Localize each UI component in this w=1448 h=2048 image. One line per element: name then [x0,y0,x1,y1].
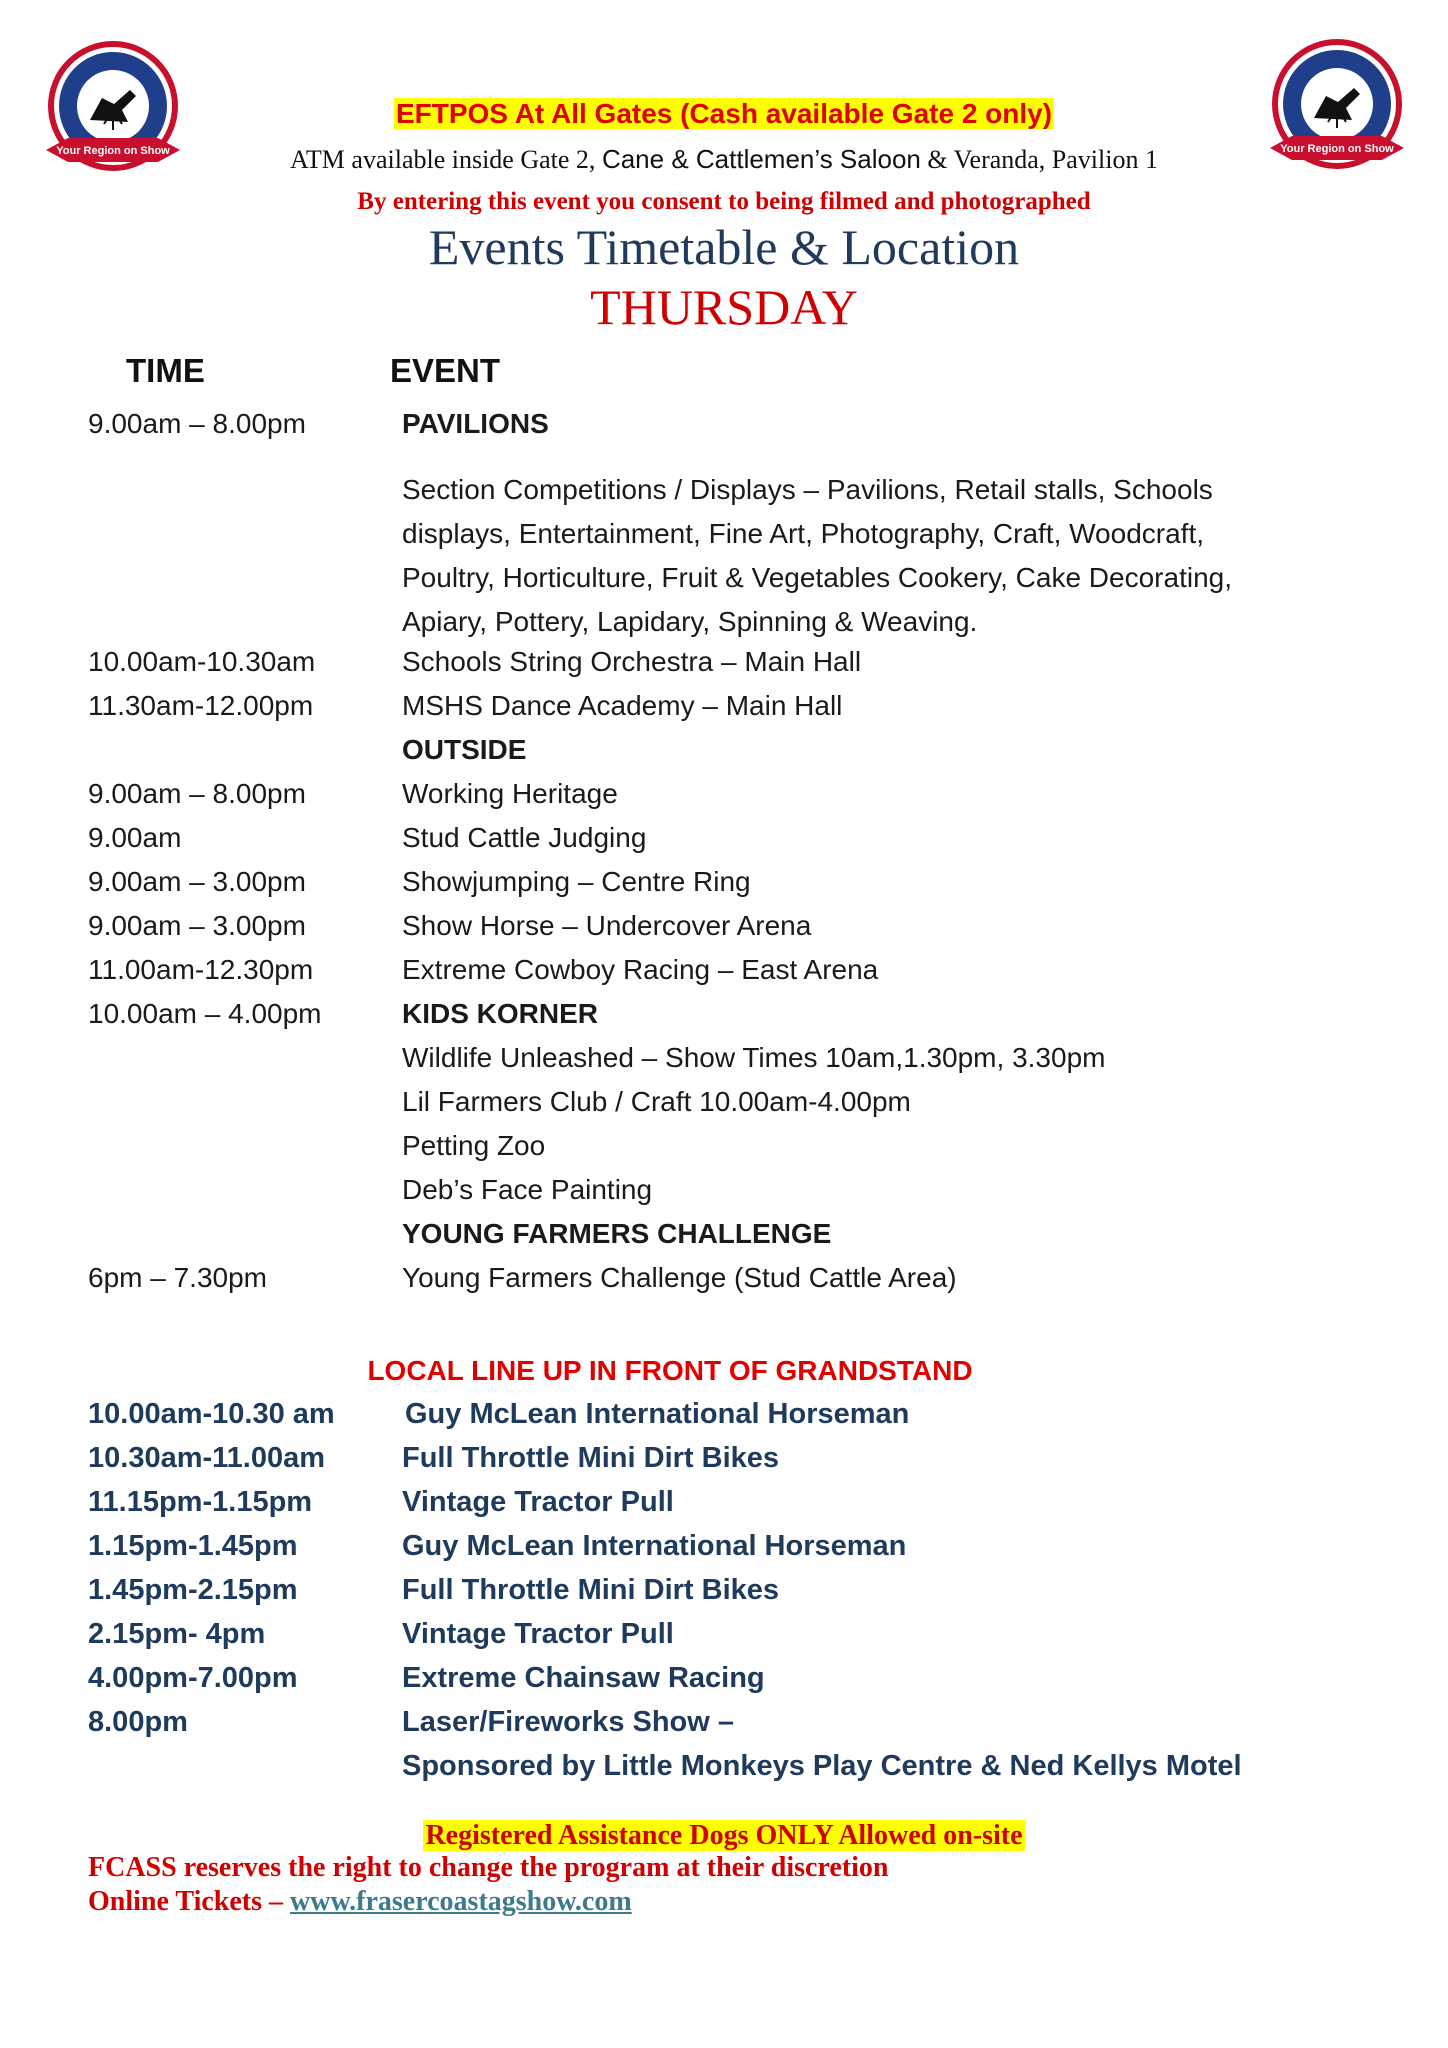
lineup-heading: LOCAL LINE UP IN FRONT OF GRANDSTAND [367,1355,973,1386]
schedule-row [0,1174,1448,1218]
pavilions-description: Section Competitions / Displays – Pavilions, Retail stalls, Schools displays, Entertainment, Fine Art, Photography, Craft, Woodcraft, Poultry, Horticulture, Fruit & Vegetables Cookery, Cake Decorating, Apiary, Pottery, Lapidary, Spinning & Weaving. [402,474,1232,637]
schedule-row [0,778,1448,822]
schedule-event: OUTSIDE [402,734,527,765]
schedule-row [0,690,1448,734]
schedule-row [0,1042,1448,1086]
lineup-time: 1.45pm-2.15pm [88,1574,298,1606]
schedule-event: PAVILIONS [402,408,549,439]
column-header-time: TIME [126,352,205,389]
schedule-row [0,1130,1448,1174]
schedule-row [0,1218,1448,1262]
online-tickets [88,1886,632,1918]
program-change-notice: FCASS reserves the right to change the program at their discretion [88,1852,889,1883]
consent-notice: By entering this event you consent to being filmed and photographed [357,188,1091,215]
day-heading: THURSDAY [590,279,858,335]
assistance-dogs-notice: Registered Assistance Dogs ONLY Allowed on-site [425,1820,1023,1851]
schedule-event: Young Farmers Challenge (Stud Cattle Area) [402,1262,957,1293]
schedule-time: 11.00am-12.30pm [88,954,314,985]
schedule-row [0,1262,1448,1306]
atm-notice: ATM available inside Gate 2, Cane & Cattlemen’s Saloon & Veranda, Pavilion 1 [290,144,1158,174]
logo-ribbon-text: Your Region on Show [56,145,170,157]
schedule-time: 9.00am – 8.00pm [88,778,306,809]
lineup-event: Vintage Tractor Pull [402,1486,674,1518]
schedule-event: MSHS Dance Academy – Main Hall [402,690,843,721]
schedule-event: YOUNG FARMERS CHALLENGE [402,1218,832,1249]
page-title: Events Timetable & Location [428,219,1020,275]
lineup-event: Sponsored by Little Monkeys Play Centre & Ned Kellys Motel [402,1750,1242,1782]
schedule-event: Working Heritage [402,778,618,809]
schedule-event: Show Horse – Undercover Arena [402,910,812,941]
schedule-event: Petting Zoo [402,1130,546,1161]
schedule-event: KIDS KORNER [402,998,599,1029]
schedule-time: 10.00am – 4.00pm [88,998,322,1029]
schedule-row [0,954,1448,998]
schedule-row [0,1086,1448,1130]
lineup-time: 11.15pm-1.15pm [88,1486,313,1518]
logo-ribbon-text: Your Region on Show [1280,143,1394,155]
schedule-time: 10.00am-10.30am [88,646,316,677]
lineup-time: 10.30am-11.00am [88,1442,326,1474]
schedule-event: Showjumping – Centre Ring [402,866,751,897]
schedule-row [0,734,1448,778]
lineup-event: Extreme Chainsaw Racing [402,1662,765,1694]
schedule-row [0,646,1448,690]
lineup-event: Vintage Tractor Pull [402,1618,674,1650]
tickets-link[interactable]: www.frasercoastagshow.com [290,1886,632,1917]
schedule-event: Deb’s Face Painting [402,1174,653,1205]
lineup-time: 1.15pm-1.45pm [88,1530,298,1562]
schedule-time: 11.30am-12.00pm [88,690,314,721]
lineup-time: 2.15pm- 4pm [88,1618,266,1650]
column-header-event: EVENT [390,352,501,389]
lineup-event: Guy McLean International Horseman [405,1398,910,1430]
schedule-event: Extreme Cowboy Racing – East Arena [402,954,879,985]
schedule-time: 9.00am – 3.00pm [88,866,306,897]
lineup-time: 10.00am-10.30 am [88,1398,335,1430]
schedule-row [0,822,1448,866]
schedule-row [0,866,1448,910]
schedule-row [0,998,1448,1042]
lineup-event: Laser/Fireworks Show – [402,1706,735,1738]
lineup-event: Guy McLean International Horseman [402,1530,907,1562]
lineup-event: Full Throttle Mini Dirt Bikes [402,1574,780,1606]
schedule-event: Stud Cattle Judging [402,822,647,853]
schedule-row [0,408,1448,452]
eftpos-notice: EFTPOS At All Gates (Cash available Gate 2 only) [395,98,1053,129]
schedule-event: Schools String Orchestra – Main Hall [402,646,862,677]
schedule-time: 9.00am [88,822,182,853]
schedule-time: 9.00am – 3.00pm [88,910,306,941]
lineup-event: Full Throttle Mini Dirt Bikes [402,1442,780,1474]
schedule-event: Lil Farmers Club / Craft 10.00am-4.00pm [402,1086,911,1117]
schedule-row [0,910,1448,954]
schedule-time: 9.00am – 8.00pm [88,408,306,439]
online-tickets-label: Online Tickets – [88,1886,291,1917]
lineup-time: 4.00pm-7.00pm [88,1662,298,1694]
lineup-time: 8.00pm [88,1706,188,1738]
schedule-event: Wildlife Unleashed – Show Times 10am,1.30pm, 3.30pm [402,1042,1106,1073]
schedule-time: 6pm – 7.30pm [88,1262,267,1293]
